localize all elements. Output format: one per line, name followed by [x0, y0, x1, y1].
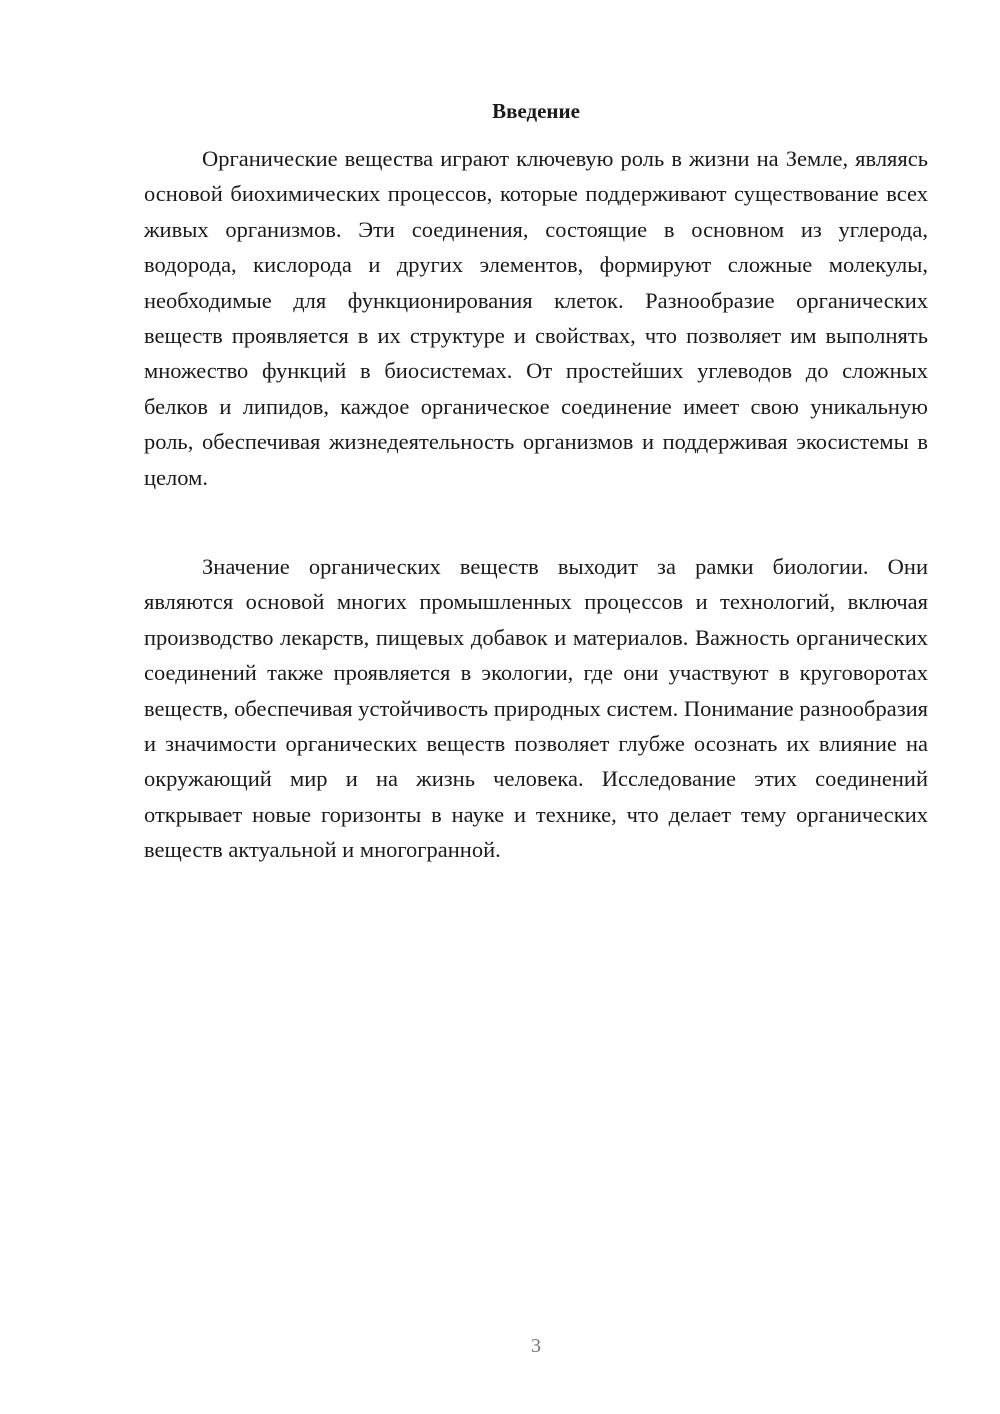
page-number: 3: [531, 1335, 541, 1357]
section-title: Введение: [492, 99, 580, 123]
paragraph-significance: Значение органических веществ выходит за рамки биологии. Они являются основой многих промышленных процессов и технологий, включая производство лекарств, пищевых добавок и материалов. Важность органических соединений также проявляется в экологии, где они участвуют в круговоротах веществ, обеспечивая устойчивость природных систем. Понимание разнообразия и значимости органических веществ позволяет глубже осознать их влияние на окружающий мир и на жизнь человека. Исследование этих соединений открывает новые горизонты в науке и технике, что делает тему органических веществ актуальной и многогранной.: [144, 554, 928, 863]
paragraph-intro: Органические вещества играют ключевую роль в жизни на Земле, являясь основой биохимических процессов, которые поддерживают существование всех живых организмов. Эти соединения, состоящие в основном из углерода, водорода, кислорода и других элементов, формируют сложные молекулы, необходимые для функционирования клеток. Разнообразие органических веществ проявляется в их структуре и свойствах, что позволяет им выполнять множество функций в биосистемах. От простейших углеводов до сложных белков и липидов, каждое органическое соединение имеет свою уникальную роль, обеспечивая жизнедеятельность организмов и поддерживая экосистемы в целом.: [144, 146, 928, 490]
